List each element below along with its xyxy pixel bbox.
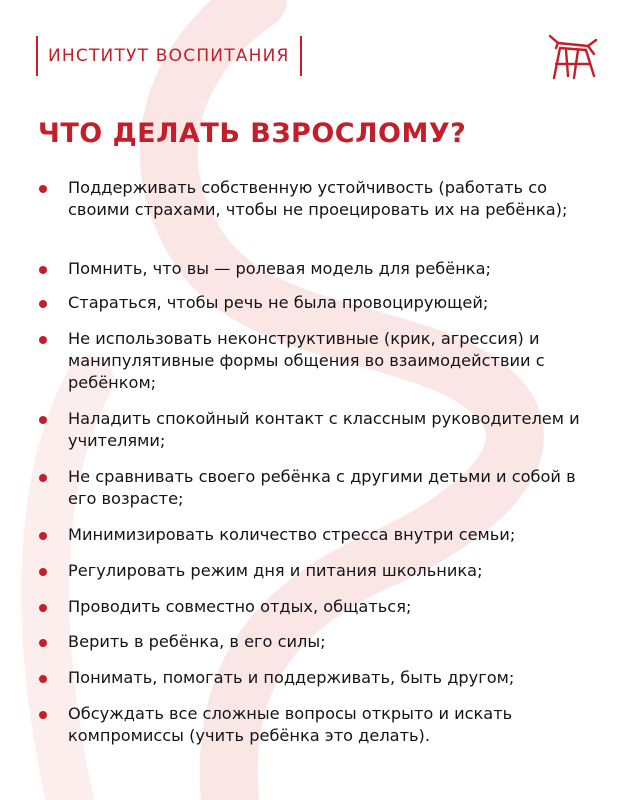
list-item-text: Верить в ребёнка, в его силы; [68,632,326,651]
bullet-dot [39,416,47,424]
bullet-dot [39,336,47,344]
list-item-text: Не сравнивать своего ребёнка с другими детьми и собой в его возрасте; [68,467,576,508]
list-item-text: Поддерживать собственную устойчивость (работать со своими страхами, чтобы не проецировать их на ребёнка); [68,178,568,219]
list-item-text: Понимать, помогать и поддерживать, быть другом; [68,668,515,687]
list-item-text: Стараться, чтобы речь не была провоцирующей; [68,293,489,312]
bullet-dot [39,711,47,719]
bullet-dot [39,532,47,540]
list-item [68,667,608,689]
page-title: ЧТО ДЕЛАТЬ ВЗРОСЛОМУ? [38,118,467,149]
bullet-dot [39,639,47,647]
list-item [68,703,608,747]
bullet-dot [39,675,47,683]
list-item [68,596,608,618]
list-item-text: Наладить спокойный контакт с классным руководителем и учителями; [68,409,580,450]
list-item [68,524,608,546]
list-item-text: Не использовать неконструктивные (крик, агрессия) и манипулятивные формы общения во взаимодействии с ребёнком; [68,329,545,392]
list-item [68,328,608,394]
list-item-text: Помнить, что вы — ролевая модель для ребёнка; [68,259,491,278]
list-item [68,466,608,510]
list-item-text: Регулировать режим дня и питания школьника; [68,561,483,580]
list-item [68,258,608,280]
list-item [68,631,608,653]
list-item [68,177,608,221]
bullet-dot [39,185,47,193]
brand-name: ИНСТИТУТ ВОСПИТАНИЯ [48,46,290,66]
list-item [68,292,608,314]
list-item [68,560,608,582]
list-item [68,408,608,452]
bullet-dot [39,568,47,576]
list-item-text: Обсуждать все сложные вопросы открыто и искать компромиссы (учить ребёнка это делать). [68,704,513,745]
bullet-dot [39,300,47,308]
bullet-dot [39,604,47,612]
bullet-dot [39,266,47,274]
bullet-dot [39,474,47,482]
list-item-text: Минимизировать количество стресса внутри семьи; [68,525,516,544]
list-item-text: Проводить совместно отдых, общаться; [68,597,412,616]
